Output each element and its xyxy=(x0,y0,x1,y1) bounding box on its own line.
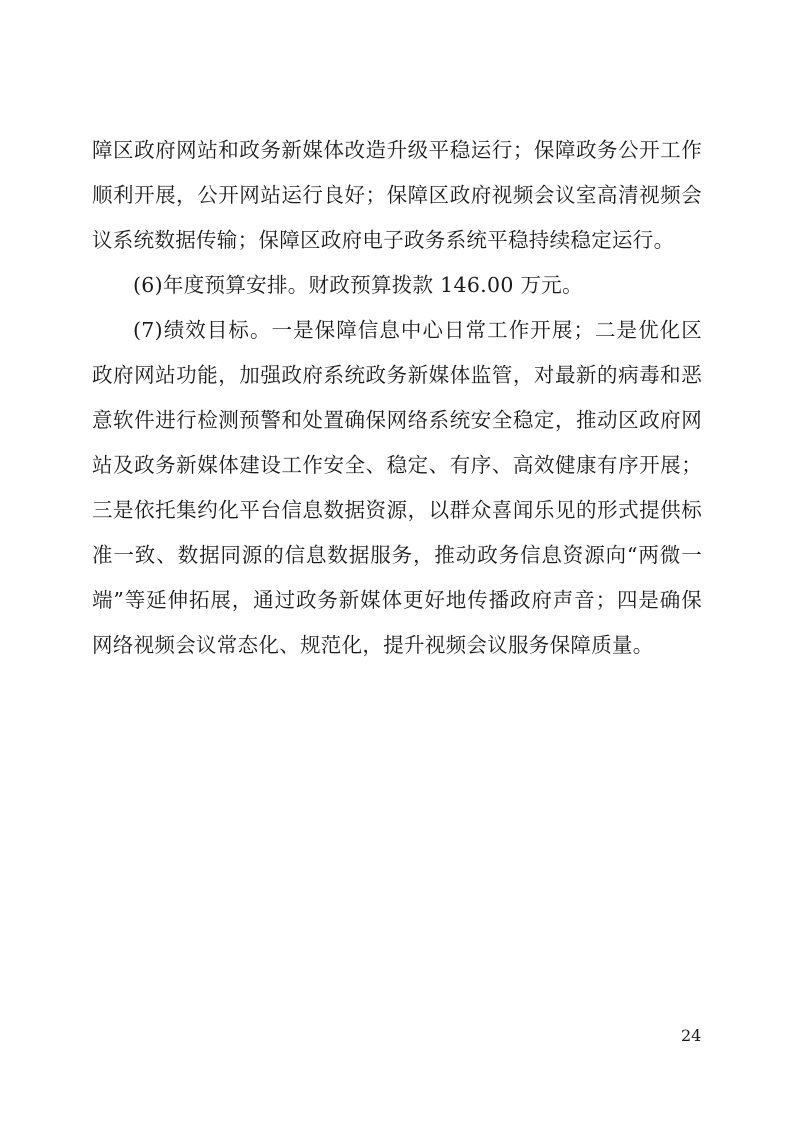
paragraph-performance-goals: (7)绩效目标。一是保障信息中心日常工作开展；二是优化区政府网站功能，加强政府系统政务新媒体监管，对最新的病毒和恶意软件进行检测预警和处置确保网络系统安全稳定，推动区政府网站及政务新媒体建设工作安全、稳定、有序、高效健康有序开展；三是依托集约化平台信息数据资源，以群众喜闻乐见的形式提供标准一致、数据同源的信息数据服务，推动政务信息资源向“两微一端”等延伸拓展，通过政务新媒体更好地传播政府声音；四是确保网络视频会议常态化、规范化，提升视频会议服务保障质量。 xyxy=(92,318,702,657)
paragraph-budget-arrangement: (6)年度预算安排。财政预算拨款 146.00 万元。 xyxy=(133,273,583,297)
paragraph-continuation: 障区政府网站和政务新媒体改造升级平稳运行；保障政务公开工作顺利开展，公开网站运行良好；保障区政府视频会议室高清视频会议系统数据传输；保障区政府电子政务系统平稳持续稳定运行。 xyxy=(92,138,702,252)
document-body xyxy=(92,128,702,668)
page-number: 24 xyxy=(681,1026,702,1045)
